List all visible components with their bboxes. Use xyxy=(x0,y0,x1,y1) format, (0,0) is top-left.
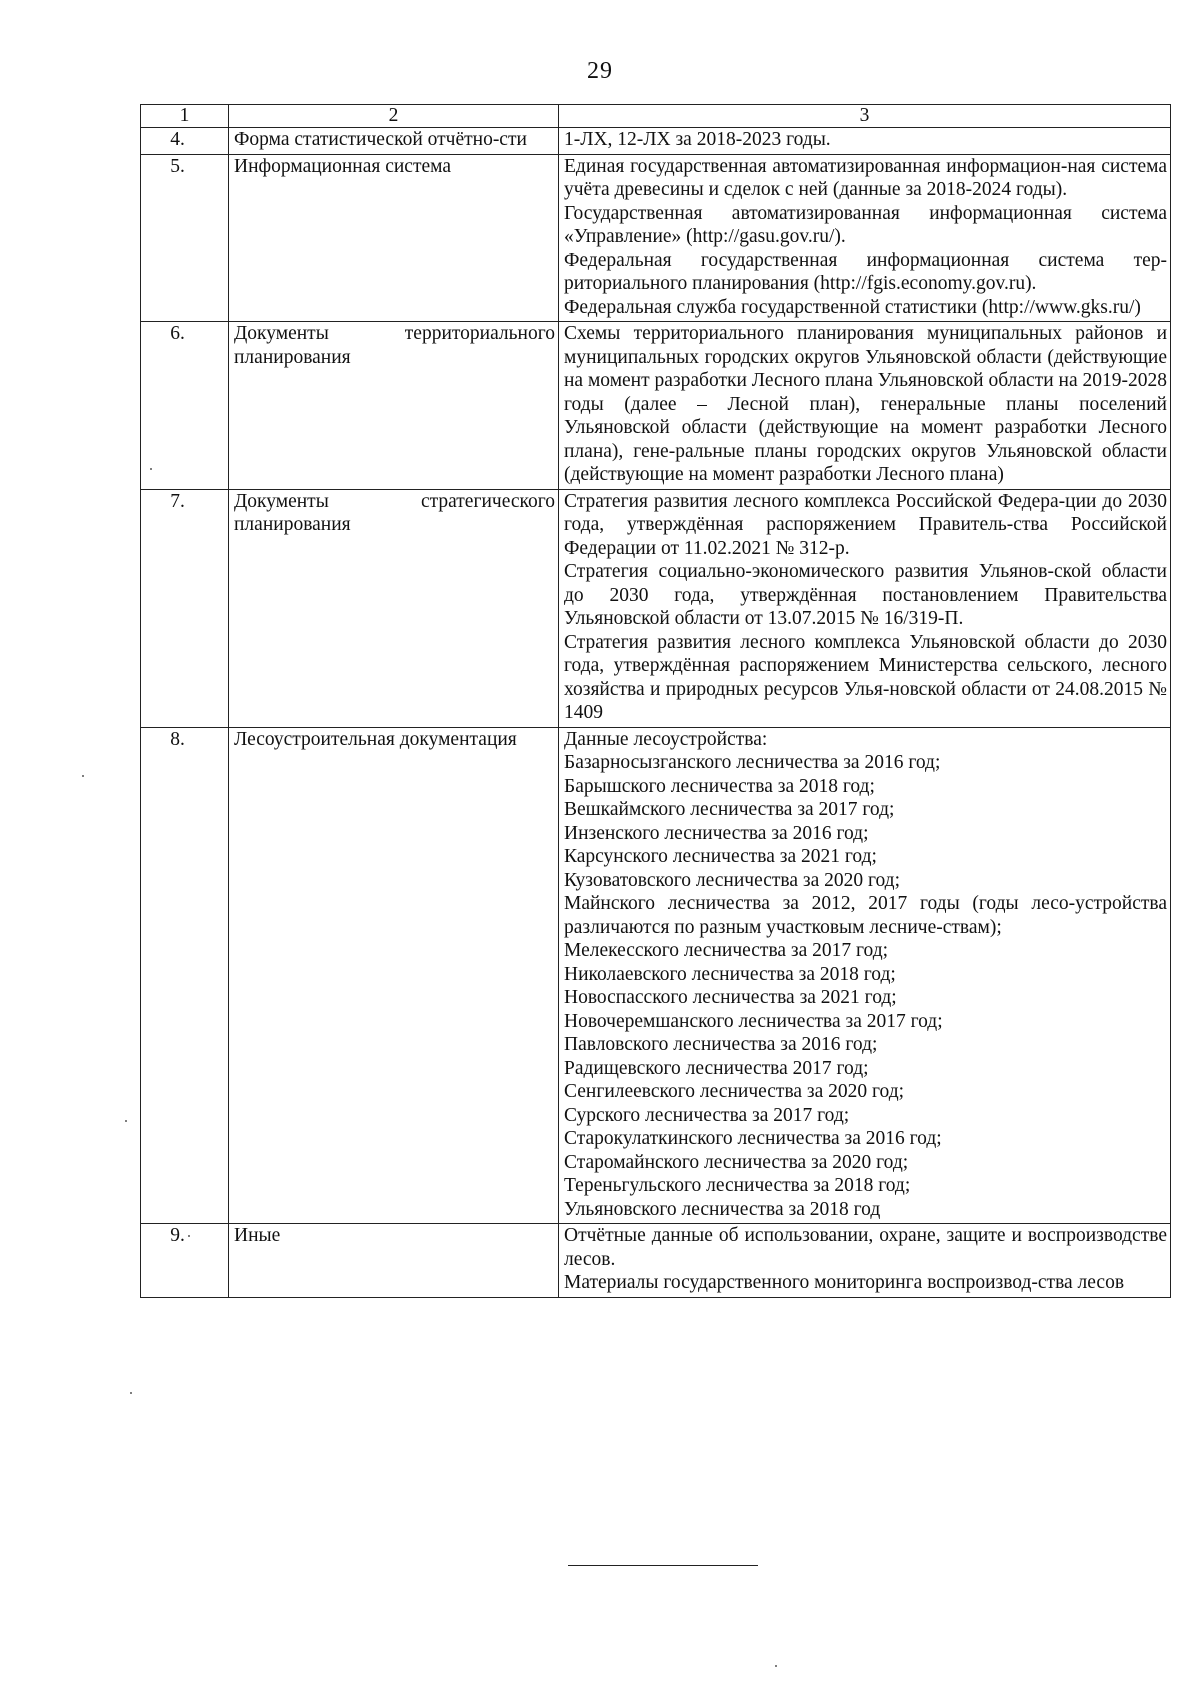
source-entry: Тереньгульского лесничества за 2018 год; xyxy=(564,1175,911,1196)
source-entry: Материалы государственного мониторинга воспроизвод-ства лесов xyxy=(564,1272,1125,1293)
table-row xyxy=(141,1224,1171,1298)
row-sources xyxy=(559,322,1171,490)
source-entry: Базарносызганского лесничества за 2016 год; xyxy=(564,752,941,773)
source-entry: Государственная автоматизированная информационная система «Управление» (http://gasu.gov.ru/). xyxy=(564,202,1167,247)
source-entry: Стратегия развития лесного комплекса Российской Федера-ции до 2030 года, утверждённая распоряжением Правитель-ства Российской Федерации от 11.02.2021 № 312-р. xyxy=(564,490,1167,559)
row-sources xyxy=(559,727,1171,1224)
header-col-1: 1 xyxy=(141,105,229,128)
row-name: Документы стратегического планирования xyxy=(229,489,559,727)
source-entry: Старомайнского лесничества за 2020 год; xyxy=(564,1151,909,1173)
source-entry: Майнского лесничества за 2012, 2017 годы (годы лесо-устройства различаются по разным участковым лесниче-ствам); xyxy=(564,893,1167,938)
source-entry: Николаевского лесничества за 2018 год; xyxy=(564,963,896,985)
row-number: 8. xyxy=(141,727,229,1224)
row-sources xyxy=(559,489,1171,727)
source-entry: Карсунского лесничества за 2021 год; xyxy=(564,846,877,867)
source-entry: Барышского лесничества за 2018 год; xyxy=(564,775,875,797)
source-entry: Федеральная служба государственной статистики (http://www.gks.ru/) xyxy=(564,296,1141,318)
source-entry: Данные лесоустройства: xyxy=(564,728,768,750)
source-entry: Федеральная государственная информационная система тер-риториального планирования (http://fgis.economy.gov.ru). xyxy=(564,249,1167,294)
source-entry: Ульяновского лесничества за 2018 год xyxy=(564,1198,881,1220)
table-row xyxy=(141,322,1171,490)
row-name: Документы территориального планирования xyxy=(229,322,559,490)
header-col-3: 3 xyxy=(559,105,1171,128)
table-row xyxy=(141,489,1171,727)
header-col-2: 2 xyxy=(229,105,559,128)
source-entry: Стратегия социально-экономического развития Ульянов-ской области до 2030 года, утверждённая постановлением Правительства Ульяновской области от 13.07.2015 № 16/319-П. xyxy=(564,561,1167,629)
page-number: 29 xyxy=(587,58,613,84)
source-entry: Инзенского лесничества за 2016 год; xyxy=(564,822,869,844)
source-entry: Стратегия развития лесного комплекса Ульяновской области до 2030 года, утверждённая распоряжением Министерства сельского, лесного хозяйства и природных ресурсов Улья-новской области от 24.08.2015 № 1409 xyxy=(564,631,1167,723)
row-name: Лесоустроительная документация xyxy=(229,727,559,1224)
source-entry: Вешкаймского лесничества за 2017 год; xyxy=(564,799,895,820)
scan-speck xyxy=(150,468,152,470)
row-sources xyxy=(559,1224,1171,1298)
source-entry: Сенгилеевского лесничества за 2020 год; xyxy=(564,1081,905,1102)
row-number: 7. xyxy=(141,489,229,727)
source-entry: Новочеремшанского лесничества за 2017 год; xyxy=(564,1010,943,1032)
row-name: Информационная система xyxy=(229,154,559,322)
row-number: 4. xyxy=(141,128,229,155)
source-entry: Сурского лесничества за 2017 год; xyxy=(564,1104,850,1126)
scan-speck xyxy=(188,1235,190,1237)
source-entry: Мелекесского лесничества за 2017 год; xyxy=(564,940,889,961)
source-entry: Кузоватовского лесничества за 2020 год; xyxy=(564,869,901,891)
row-name: Форма статистической отчётно-сти xyxy=(229,128,559,155)
row-sources xyxy=(559,128,1171,155)
row-number: 9. xyxy=(141,1224,229,1298)
source-entry: Старокулаткинского лесничества за 2016 год; xyxy=(564,1128,942,1149)
table-row xyxy=(141,128,1171,155)
row-name: Иные xyxy=(229,1224,559,1298)
source-entry: 1-ЛХ, 12-ЛХ за 2018-2023 годы. xyxy=(564,129,831,150)
source-entry: Радищевского лесничества 2017 год; xyxy=(564,1057,869,1079)
row-sources xyxy=(559,154,1171,322)
table-header-row xyxy=(141,105,1171,128)
source-entry: Схемы территориального планирования муниципальных районов и муниципальных городских округов Ульяновской области (действующие на момент разработки Лесного плана Ульяновской области на 2019-2028 годы (далее – Лесной план), генеральные планы поселений Ульяновской области (действующие на момент разработки Лесного плана), гене-ральные планы городских округов Ульяновской области (действующие на момент разработки Лесного плана) xyxy=(564,323,1167,485)
source-entry: Отчётные данные об использовании, охране, защите и воспроизводстве лесов. xyxy=(564,1225,1167,1270)
table-row xyxy=(141,727,1171,1224)
sources-table xyxy=(140,104,1171,1298)
source-entry: Павловского лесничества за 2016 год; xyxy=(564,1034,878,1055)
scan-speck xyxy=(125,1120,127,1122)
scan-speck xyxy=(775,1665,777,1667)
source-entry: Новоспасского лесничества за 2021 год; xyxy=(564,987,897,1008)
scan-speck xyxy=(130,1392,132,1394)
table-row xyxy=(141,154,1171,322)
source-entry: Единая государственная автоматизированная информацион-ная система учёта древесины и сделок с ней (данные за 2018-2024 годы). xyxy=(564,155,1167,200)
scan-speck xyxy=(82,775,84,777)
footer-rule xyxy=(568,1565,758,1566)
row-number: 5. xyxy=(141,154,229,322)
row-number: 6. xyxy=(141,322,229,490)
